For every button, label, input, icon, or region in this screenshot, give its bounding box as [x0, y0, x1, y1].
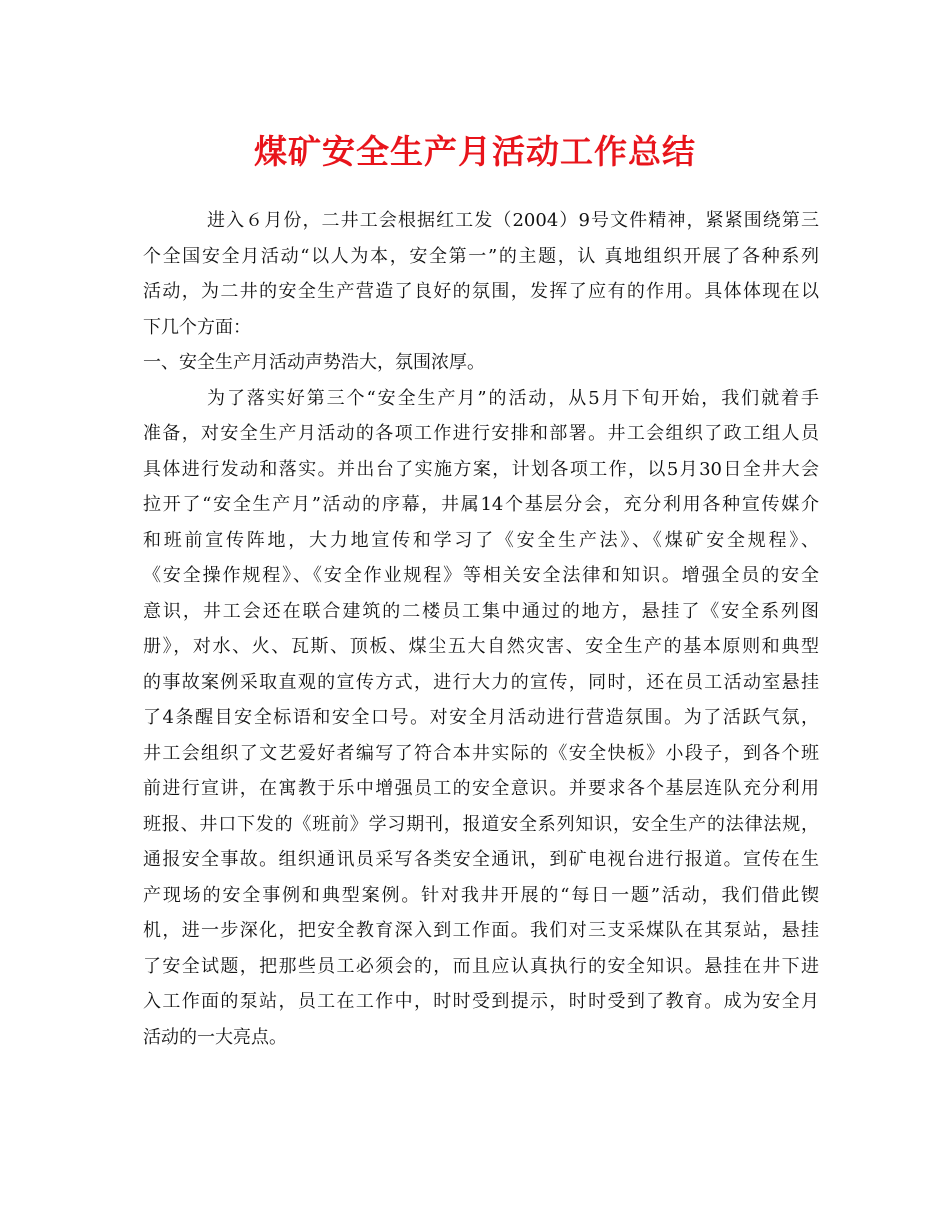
paragraph-2-line-2: 准备，对安全生产月活动的各项工作进行安排和部署。井工会组织了政工组人员	[143, 423, 819, 444]
paragraph-1-line-4: 下几个方面：	[143, 316, 251, 338]
paragraph-2-line-10: 了4条醒目安全标语和安全口号。对安全月活动进行营造氛围。为了活跃气氛，	[143, 707, 819, 728]
paragraph-2-line-4: 拉开了“安全生产月”活动的序幕，井属14个基层分会，充分利用各种宣传媒介	[143, 494, 819, 515]
document-title: 煤矿安全生产月活动工作总结	[254, 132, 696, 171]
paragraph-2-line-18: 入工作面的泵站，员工在工作中，时时受到提示，时时受到了教育。成为安全月	[143, 991, 819, 1012]
paragraph-2-line-13: 班报、井口下发的《班前》学习期刊，报道安全系列知识，安全生产的法律法规，	[143, 813, 819, 835]
section-heading-1: 一、安全生产月活动声势浩大，氛围浓厚。	[143, 352, 485, 373]
paragraph-2-line-6: 《安全操作规程》、《安全作业规程》等相关安全法律和知识。增强全员的安全	[143, 565, 819, 586]
paragraph-1-line-2: 个全国安全月活动“以人为本，安全第一”的主题，认 真地组织开展了各种系列	[143, 245, 819, 267]
paragraph-1-line-3: 活动，为二井的安全生产营造了良好的氛围，发挥了应有的作用。具体体现在以	[143, 281, 819, 302]
paragraph-2-line-14: 通报安全事故。组织通讯员采写各类安全通讯，到矿电视台进行报道。宣传在生	[143, 849, 819, 870]
paragraph-2-line-5: 和班前宣传阵地，大力地宣传和学习了《安全生产法》、《煤矿安全规程》、	[143, 529, 819, 551]
paragraph-1-line-1: 进入６月份，二井工会根据红工发（2004）9号文件精神，紧紧围绕第三	[207, 210, 819, 231]
paragraph-2-line-16: 机，进一步深化，把安全教育深入到工作面。我们对三支采煤队在其泵站，悬挂	[143, 920, 819, 941]
paragraph-2-line-19: 活动的一大亮点。	[143, 1026, 287, 1048]
paragraph-2-line-8: 册》，对水、火、瓦斯、顶板、煤尘五大自然灾害、安全生产的基本原则和典型	[143, 636, 819, 657]
paragraph-2-line-3: 具体进行发动和落实。并出台了实施方案，计划各项工作，以5月30日全井大会	[143, 458, 819, 480]
paragraph-2-line-1: 为了落实好第三个“安全生产月”的活动，从5月下旬开始，我们就着手	[207, 387, 819, 409]
document-body	[143, 203, 819, 1055]
paragraph-2-line-15: 产现场的安全事例和典型案例。针对我井开展的“每日一题”活动，我们借此锲	[143, 884, 819, 906]
paragraph-2-line-7: 意识，井工会还在联合建筑的二楼员工集中通过的地方，悬挂了《安全系列图	[143, 600, 819, 622]
paragraph-2-line-17: 了安全试题，把那些员工必须会的，而且应认真执行的安全知识。悬挂在井下进	[143, 955, 819, 977]
paragraph-2-line-12: 前进行宣讲，在寓教于乐中增强员工的安全意识。并要求各个基层连队充分利用	[143, 778, 819, 799]
paragraph-2-line-11: 井工会组织了文艺爱好者编写了符合本井实际的《安全快板》小段子，到各个班	[143, 742, 819, 764]
paragraph-2-line-9: 的事故案例采取直观的宣传方式，进行大力的宣传，同时，还在员工活动室悬挂	[143, 671, 819, 693]
